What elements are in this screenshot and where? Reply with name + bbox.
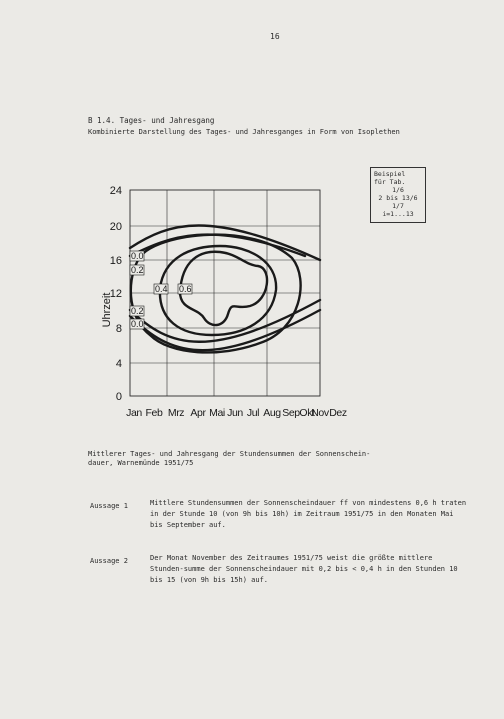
section-title: B 1.4. Tages- und Jahresgang <box>88 116 215 125</box>
y-tick-12: 12 <box>109 288 122 300</box>
x-tick-sep: Sep <box>282 407 300 419</box>
x-tick-aug: Aug <box>263 407 281 419</box>
y-tick-4: 4 <box>115 358 122 370</box>
y-tick-8: 8 <box>115 323 122 335</box>
x-tick-feb: Feb <box>145 407 163 419</box>
example-box-range: i=1...13 <box>382 210 414 218</box>
example-box-line2: für Tab. <box>374 178 406 186</box>
x-tick-apr: Apr <box>190 407 206 419</box>
example-box-frac-top: 1/6 <box>392 186 404 194</box>
statement-2-text: Der Monat November des Zeitraumes 1951/75 weist die größte mittlere Stunden-summe der Sonnenscheindauer mit 0,2 bis < 0,4 h in den Stunden 10 bis 15 (von 9h bis 15h) auf. <box>150 554 458 584</box>
x-tick-nov: Nov <box>311 407 329 419</box>
contour-label-0-2-bottom: 0.2 <box>131 306 144 316</box>
x-tick-jun: Jun <box>227 407 243 419</box>
x-tick-okt: Okt <box>299 407 315 419</box>
x-tick-jan: Jan <box>126 407 142 419</box>
figure-caption: Mittlerer Tages- und Jahresgang der Stundensummen der Sonnenschein-dauer, Warnemünde 1951/75 <box>88 450 371 467</box>
statement-1-label: Aussage 1 <box>90 502 128 510</box>
statement-1-text: Mittlere Stundensummen der Sonnenscheindauer ff von mindestens 0,6 h traten in der Stunde 10 (von 9h bis 10h) im Zeitraum 1951/75 in den Monaten Mai bis September auf. <box>150 499 467 529</box>
statement-2-label: Aussage 2 <box>90 557 128 565</box>
example-box <box>370 167 426 223</box>
example-box-frac-bot: 1/7 <box>392 202 404 210</box>
example-box-frac-mid: 2 bis 13/6 <box>378 194 418 202</box>
contour-label-0-2-top: 0.2 <box>131 265 144 275</box>
y-tick-20: 20 <box>109 221 122 233</box>
x-tick-mrz: Mrz <box>167 407 185 419</box>
y-tick-24: 24 <box>109 185 122 197</box>
example-box-line1: Beispiel <box>374 170 406 178</box>
section-subtitle: Kombinierte Darstellung des Tages- und Jahresganges in Form von Isoplethen <box>88 128 400 136</box>
x-tick-mai: Mai <box>209 407 225 419</box>
isopleth-chart <box>100 180 347 430</box>
contour-label-0-0-bottom: 0.0 <box>131 319 144 329</box>
y-tick-16: 16 <box>109 255 122 267</box>
x-tick-jul: Jul <box>246 407 260 419</box>
page-number: 16 <box>270 32 280 41</box>
y-tick-0: 0 <box>115 391 122 403</box>
y-axis-label: Uhrzeit <box>101 292 113 328</box>
x-tick-dez: Dez <box>329 407 347 419</box>
contour-label-0-0-top: 0.0 <box>131 251 144 261</box>
contour-label-0-6: 0.6 <box>179 284 192 294</box>
contour-label-0-4: 0.4 <box>155 284 168 294</box>
